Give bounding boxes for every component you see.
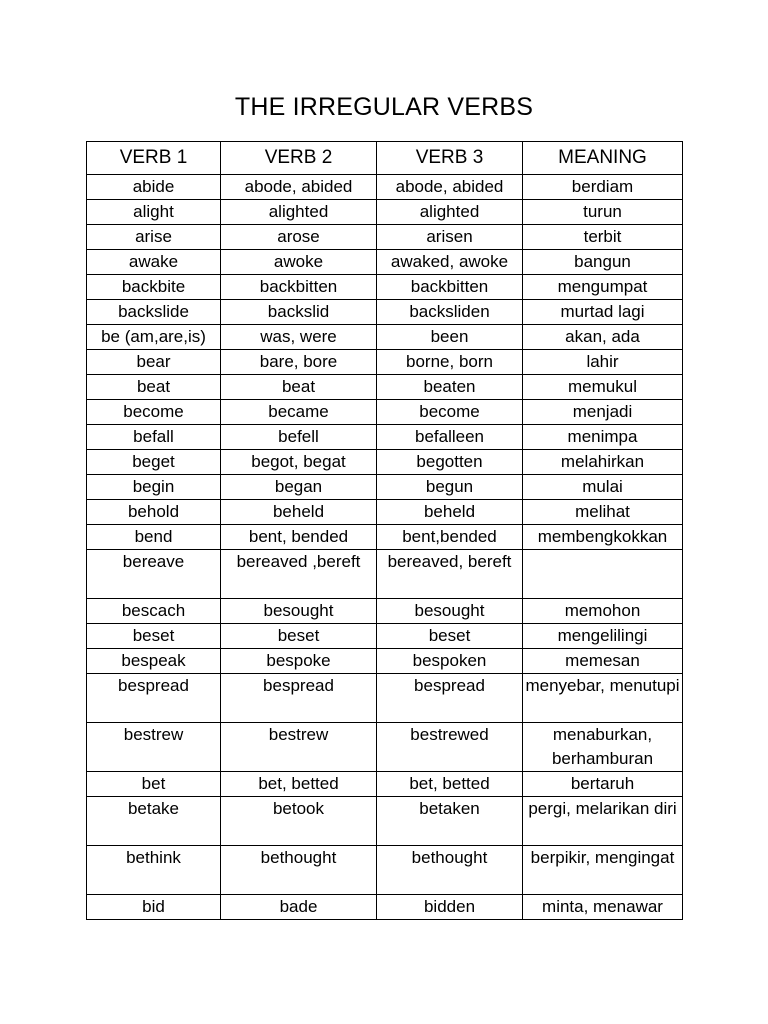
verb2-cell: backbitten — [221, 275, 377, 300]
verb3-cell: bereaved, bereft — [377, 550, 523, 599]
table-row — [87, 375, 683, 400]
verb1-cell: bid — [87, 895, 221, 920]
table-row — [87, 300, 683, 325]
table-row — [87, 450, 683, 475]
verb3-cell: awaked, awoke — [377, 250, 523, 275]
meaning-cell: terbit — [523, 225, 683, 250]
meaning-cell: akan, ada — [523, 325, 683, 350]
verb3-cell: betaken — [377, 797, 523, 846]
verb3-cell: alighted — [377, 200, 523, 225]
table-row — [87, 200, 683, 225]
verb1-cell: become — [87, 400, 221, 425]
meaning-cell: menyebar, menutupi — [523, 674, 683, 723]
verb2-cell: was, were — [221, 325, 377, 350]
verb1-cell: bet — [87, 772, 221, 797]
meaning-cell: mulai — [523, 475, 683, 500]
meaning-cell — [523, 550, 683, 599]
verb1-cell: backslide — [87, 300, 221, 325]
verb1-cell: befall — [87, 425, 221, 450]
verb2-cell: bestrew — [221, 723, 377, 772]
table-row — [87, 649, 683, 674]
header-verb-3: VERB 3 — [377, 142, 523, 175]
verb3-cell: abode, abided — [377, 175, 523, 200]
verb2-cell: abode, abided — [221, 175, 377, 200]
verb3-cell: bestrewed — [377, 723, 523, 772]
table-row — [87, 250, 683, 275]
verb1-cell: beat — [87, 375, 221, 400]
table-row — [87, 400, 683, 425]
verb1-cell: bereave — [87, 550, 221, 599]
verb3-cell: borne, born — [377, 350, 523, 375]
table-row — [87, 350, 683, 375]
verb2-cell: besought — [221, 599, 377, 624]
meaning-cell: menaburkan, berhamburan — [523, 723, 683, 772]
meaning-cell: turun — [523, 200, 683, 225]
table-row — [87, 772, 683, 797]
verb1-cell: bespread — [87, 674, 221, 723]
table-row — [87, 275, 683, 300]
meaning-cell: melahirkan — [523, 450, 683, 475]
meaning-cell: mengumpat — [523, 275, 683, 300]
verb2-cell: beset — [221, 624, 377, 649]
meaning-cell: berdiam — [523, 175, 683, 200]
header-verb-2: VERB 2 — [221, 142, 377, 175]
verb2-cell: backslid — [221, 300, 377, 325]
verb1-cell: arise — [87, 225, 221, 250]
meaning-cell: memesan — [523, 649, 683, 674]
verb2-cell: bent, bended — [221, 525, 377, 550]
verb2-cell: became — [221, 400, 377, 425]
table-row — [87, 846, 683, 895]
page-title: THE IRREGULAR VERBS — [234, 93, 534, 121]
meaning-cell: melihat — [523, 500, 683, 525]
meaning-cell: bangun — [523, 250, 683, 275]
verb3-cell: begun — [377, 475, 523, 500]
verb3-cell: bet, betted — [377, 772, 523, 797]
verb2-cell: begot, begat — [221, 450, 377, 475]
verb1-cell: bethink — [87, 846, 221, 895]
verb2-cell: betook — [221, 797, 377, 846]
verb2-cell: beheld — [221, 500, 377, 525]
meaning-cell: mengelilingi — [523, 624, 683, 649]
table-row — [87, 723, 683, 772]
verb2-cell: beat — [221, 375, 377, 400]
verb3-cell: bent,bended — [377, 525, 523, 550]
table-header-row — [87, 142, 683, 175]
verb1-cell: bespeak — [87, 649, 221, 674]
verb2-cell: alighted — [221, 200, 377, 225]
meaning-cell: lahir — [523, 350, 683, 375]
table-row — [87, 797, 683, 846]
meaning-cell: menjadi — [523, 400, 683, 425]
verb1-cell: bescach — [87, 599, 221, 624]
meaning-cell: pergi, melarikan diri — [523, 797, 683, 846]
verb3-cell: bidden — [377, 895, 523, 920]
verb1-cell: bend — [87, 525, 221, 550]
verb1-cell: bear — [87, 350, 221, 375]
verb2-cell: bespoke — [221, 649, 377, 674]
verb2-cell: bespread — [221, 674, 377, 723]
verb2-cell: arose — [221, 225, 377, 250]
meaning-cell: bertaruh — [523, 772, 683, 797]
verb1-cell: alight — [87, 200, 221, 225]
verb1-cell: beget — [87, 450, 221, 475]
meaning-cell: membengkokkan — [523, 525, 683, 550]
table-row — [87, 624, 683, 649]
verb2-cell: bet, betted — [221, 772, 377, 797]
table-row — [87, 175, 683, 200]
verb3-cell: backsliden — [377, 300, 523, 325]
header-verb-1: VERB 1 — [87, 142, 221, 175]
verb3-cell: beheld — [377, 500, 523, 525]
meaning-cell: menimpa — [523, 425, 683, 450]
table-row — [87, 425, 683, 450]
table-row — [87, 525, 683, 550]
verb2-cell: bethought — [221, 846, 377, 895]
verb2-cell: awoke — [221, 250, 377, 275]
header-meaning: MEANING — [523, 142, 683, 175]
verb3-cell: befalleen — [377, 425, 523, 450]
verb3-cell: bethought — [377, 846, 523, 895]
verb1-cell: backbite — [87, 275, 221, 300]
verb1-cell: behold — [87, 500, 221, 525]
verb1-cell: bestrew — [87, 723, 221, 772]
table-row — [87, 550, 683, 599]
verb3-cell: arisen — [377, 225, 523, 250]
meaning-cell: murtad lagi — [523, 300, 683, 325]
verb3-cell: bespread — [377, 674, 523, 723]
verb1-cell: be (am,are,is) — [87, 325, 221, 350]
verb2-cell: befell — [221, 425, 377, 450]
verb3-cell: besought — [377, 599, 523, 624]
verb3-cell: become — [377, 400, 523, 425]
meaning-cell: memukul — [523, 375, 683, 400]
verb2-cell: began — [221, 475, 377, 500]
verb3-cell: backbitten — [377, 275, 523, 300]
irregular-verbs-table — [86, 141, 683, 920]
verb3-cell: begotten — [377, 450, 523, 475]
verb2-cell: bereaved ,bereft — [221, 550, 377, 599]
verb2-cell: bade — [221, 895, 377, 920]
verb2-cell: bare, bore — [221, 350, 377, 375]
verb3-cell: bespoken — [377, 649, 523, 674]
table-row — [87, 674, 683, 723]
meaning-cell: minta, menawar — [523, 895, 683, 920]
table-row — [87, 475, 683, 500]
verb3-cell: beset — [377, 624, 523, 649]
verb1-cell: abide — [87, 175, 221, 200]
table-row — [87, 325, 683, 350]
verb1-cell: beset — [87, 624, 221, 649]
table-row — [87, 599, 683, 624]
verb1-cell: betake — [87, 797, 221, 846]
verb1-cell: awake — [87, 250, 221, 275]
verb1-cell: begin — [87, 475, 221, 500]
meaning-cell: berpikir, mengingat — [523, 846, 683, 895]
table-row — [87, 500, 683, 525]
meaning-cell: memohon — [523, 599, 683, 624]
table-row — [87, 895, 683, 920]
verb3-cell: beaten — [377, 375, 523, 400]
verb3-cell: been — [377, 325, 523, 350]
table-row — [87, 225, 683, 250]
